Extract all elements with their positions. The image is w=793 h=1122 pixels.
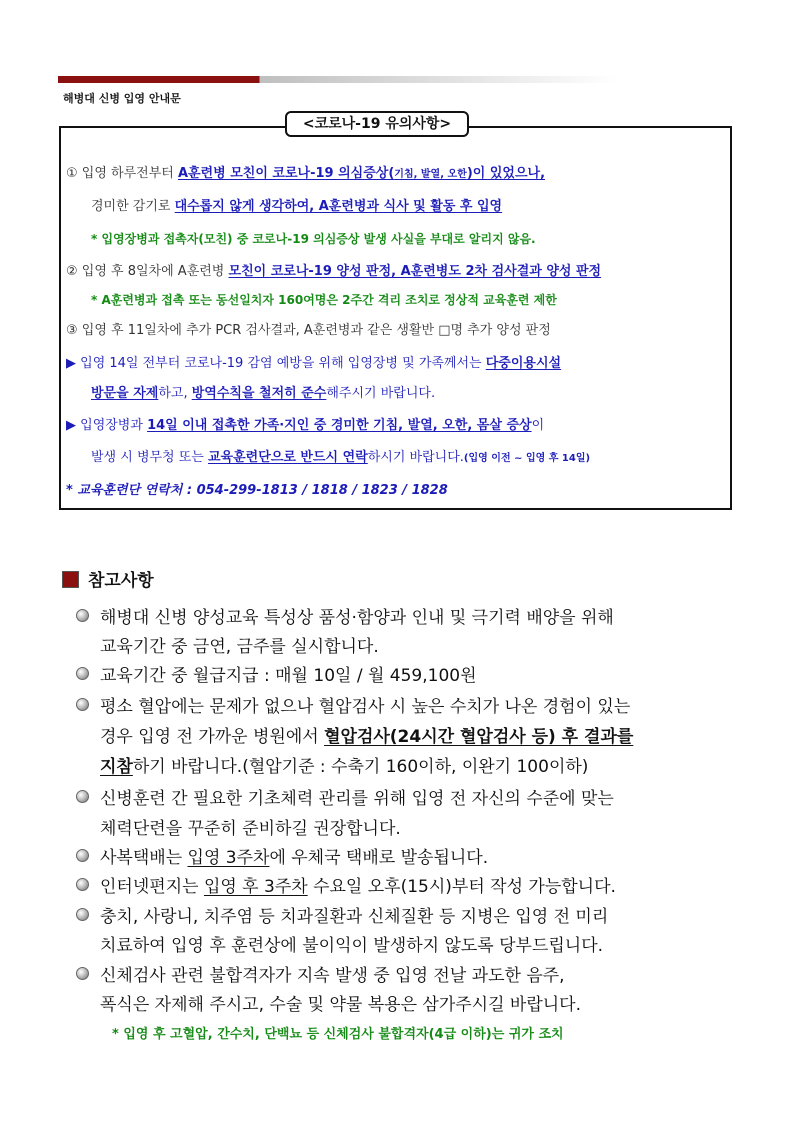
section-square-icon <box>62 571 79 588</box>
reference-item-4-line-1: 신병훈련 간 필요한 기초체력 관리를 위해 입영 전 자신의 수준에 맞는 <box>100 789 614 809</box>
reference-item-7-line-1: 충치, 사랑니, 치주염 등 치과질환과 신체질환 등 지병은 입영 전 미리 <box>100 907 609 927</box>
notice-line-9: ▶ 입영장병과 14일 이내 접촉한 가족·지인 중 경미한 기침, 발열, 오한, 몸살 증상이 <box>66 418 545 433</box>
reference-item-8-line-2: 폭식은 자제해 주시고, 수술 및 약물 복용은 삼가주시길 바랍니다. <box>100 995 582 1015</box>
notice-line-7: ▶ 입영 14일 전부터 코로나-19 감염 예방을 위해 입영장병 및 가족께서는 다중이용시설 <box>66 356 562 371</box>
notice-line-10: 발생 시 병무청 또는 교육훈련단으로 반드시 연락하시기 바랍니다.(입영 이전 ~ 입영 후 14일) <box>91 450 591 465</box>
notice-line-8: 방문을 자제하고, 방역수칙을 철저히 준수해주시기 바랍니다. <box>91 386 436 401</box>
footnote: * 입영 후 고혈압, 간수치, 단백뇨 등 신체검사 불합격자(4급 이하)는 귀가 조치 <box>112 1027 564 1042</box>
reference-item-7-line-2: 치료하여 입영 후 훈련상에 불이익이 발생하지 않도록 당부드립니다. <box>100 936 604 956</box>
notice-line-1: ① 입영 하루전부터 A훈련병 모친이 코로나-19 의심증상(기침, 발열, 오한)이 있었으나, <box>66 166 546 181</box>
reference-item-5: 사복택배는 입영 3주차에 우체국 택배로 발송됩니다. <box>100 848 489 868</box>
reference-item-2: 교육기간 중 월급지급 : 매월 10일 / 월 459,100원 <box>100 666 477 686</box>
reference-section-title: 참고사항 <box>62 566 154 591</box>
notice-line-5: * A훈련병과 접촉 또는 동선일치자 160여명은 2주간 격리 조치로 정상적 교육훈련 제한 <box>91 293 557 307</box>
reference-item-3-line-1: 평소 혈압에는 문제가 없으나 혈압검사 시 높은 수치가 나온 경험이 있는 <box>100 697 631 717</box>
document-header: 해병대 신병 입영 안내문 <box>63 92 181 105</box>
reference-item-3-line-3: 지참하기 바랍니다.(혈압기준 : 수축기 160이하, 이완기 100이하) <box>100 757 589 777</box>
notice-line-4: ② 입영 후 8일차에 A훈련병 모친이 코로나-19 양성 판정, A훈련병도 2차 검사결과 양성 판정 <box>66 264 602 279</box>
header-accent-bar <box>58 76 618 83</box>
reference-item-8-line-1: 신체검사 관련 불합격자가 지속 발생 중 입영 전날 과도한 음주, <box>100 966 565 986</box>
bullet-circle-icon <box>76 967 89 980</box>
reference-item-4-line-2: 체력단련을 꾸준히 준비하길 권장합니다. <box>100 819 401 839</box>
reference-item-1-line-1: 해병대 신병 양성교육 특성상 품성·함양과 인내 및 극기력 배양을 위해 <box>100 608 614 628</box>
notice-line-2: 경미한 감기로 대수롭지 않게 생각하여, A훈련병과 식사 및 활동 후 입영 <box>91 199 503 214</box>
notice-title: <코로나-19 유의사항> <box>285 111 469 137</box>
reference-item-6: 인터넷편지는 입영 후 3주차 수요일 오후(15시)부터 작성 가능합니다. <box>100 877 616 897</box>
notice-line-3: * 입영장병과 접촉자(모친) 중 코로나-19 의심증상 발생 사실을 부대로 알리지 않음. <box>91 232 536 246</box>
bullet-circle-icon <box>76 790 89 803</box>
bullet-circle-icon <box>76 849 89 862</box>
bullet-circle-icon <box>76 667 89 680</box>
bullet-circle-icon <box>76 609 89 622</box>
notice-line-6: ③ 입영 후 11일차에 추가 PCR 검사결과, A훈련병과 같은 생활반 □명 추가 양성 판정 <box>66 323 551 338</box>
bullet-circle-icon <box>76 878 89 891</box>
reference-item-3-line-2: 경우 입영 전 가까운 병원에서 혈압검사(24시간 혈압검사 등) 후 결과를 <box>100 727 634 747</box>
reference-item-1-line-2: 교육기간 중 금연, 금주를 실시합니다. <box>100 637 379 657</box>
bullet-circle-icon <box>76 908 89 921</box>
bullet-circle-icon <box>76 698 89 711</box>
contact-line: * 교육훈련단 연락처 : 054-299-1813 / 1818 / 1823 / 1828 <box>66 483 448 498</box>
